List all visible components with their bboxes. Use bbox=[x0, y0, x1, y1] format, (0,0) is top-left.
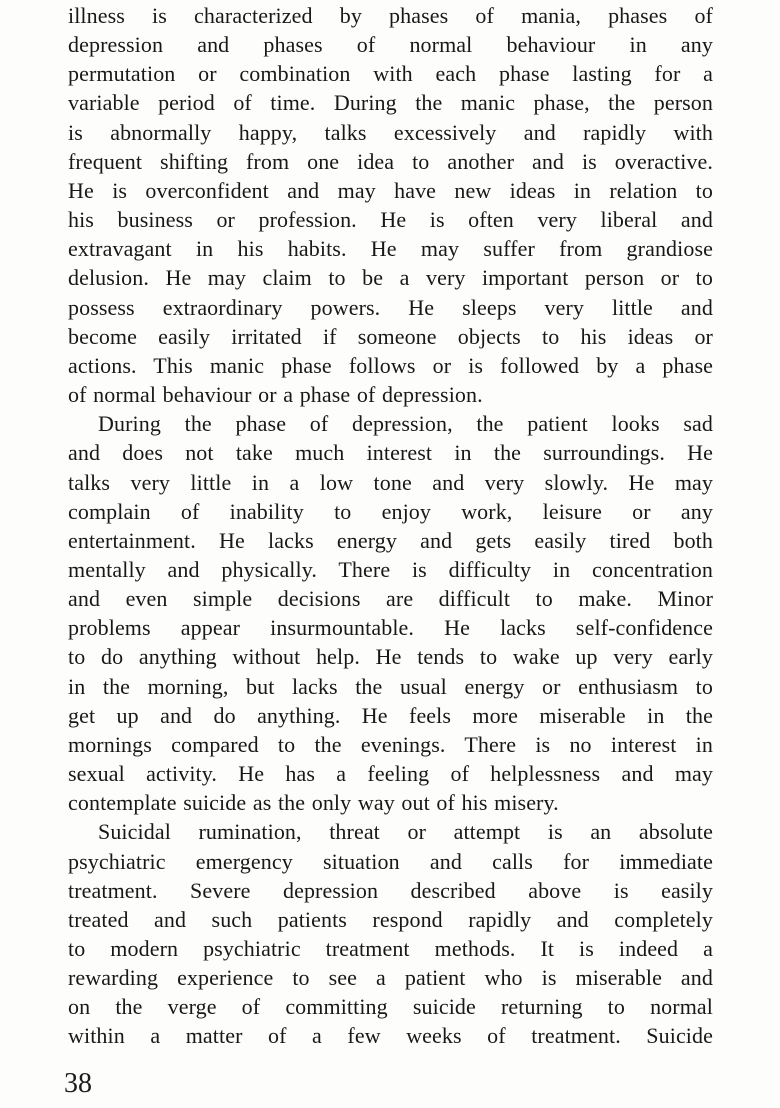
text-line: of normal behaviour or a phase of depression. bbox=[68, 382, 483, 408]
text-line: variable period of time. During the manic phase, the person bbox=[68, 90, 713, 116]
text-line: complain of inability to enjoy work, leisure or any bbox=[68, 498, 713, 524]
text-line: actions. This manic phase follows or is followed by a phase bbox=[68, 352, 713, 378]
text-line: treated and such patients respond rapidly and completely bbox=[68, 906, 713, 932]
text-line: in the morning, but lacks the usual energy or enthusiasm to bbox=[68, 673, 713, 699]
text-line: He is overconfident and may have new ideas in relation to bbox=[68, 177, 713, 203]
text-line: possess extraordinary powers. He sleeps very little and bbox=[68, 294, 713, 320]
text-line: permutation or combination with each phase lasting for a bbox=[68, 61, 713, 87]
page-text bbox=[68, 1, 713, 1051]
text-line: get up and do anything. He feels more miserable in the bbox=[68, 702, 713, 728]
text-line: mornings compared to the evenings. There is no interest in bbox=[68, 731, 713, 757]
text-line: depression and phases of normal behaviour in any bbox=[68, 32, 713, 58]
text-line: delusion. He may claim to be a very important person or to bbox=[68, 265, 713, 291]
text-line: sexual activity. He has a feeling of helplessness and may bbox=[68, 761, 713, 787]
text-line: talks very little in a low tone and very slowly. He may bbox=[68, 469, 713, 495]
paragraph bbox=[68, 1, 713, 409]
paragraph bbox=[68, 409, 713, 817]
text-line: on the verge of committing suicide returning to normal bbox=[68, 994, 713, 1020]
text-line: to do anything without help. He tends to wake up very early bbox=[68, 644, 713, 670]
text-line: rewarding experience to see a patient who is miserable and bbox=[68, 965, 713, 991]
paragraph bbox=[68, 817, 713, 1050]
text-line: his business or profession. He is often very liberal and bbox=[68, 207, 713, 233]
text-line: frequent shifting from one idea to another and is overactive. bbox=[68, 148, 713, 174]
text-line: and does not take much interest in the surroundings. He bbox=[68, 440, 713, 466]
text-line: psychiatric emergency situation and calls for immediate bbox=[68, 848, 713, 874]
text-line: Suicidal rumination, threat or attempt is an absolute bbox=[98, 819, 713, 845]
text-line: is abnormally happy, talks excessively and rapidly with bbox=[68, 119, 713, 145]
text-line: extravagant in his habits. He may suffer from grandiose bbox=[68, 236, 713, 262]
text-line: illness is characterized by phases of mania, phases of bbox=[68, 3, 713, 28]
text-line: and even simple decisions are difficult to make. Minor bbox=[68, 586, 713, 612]
text-line: problems appear insurmountable. He lacks self-confidence bbox=[68, 615, 713, 641]
text-line: During the phase of depression, the patient looks sad bbox=[98, 411, 713, 437]
text-line: to modern psychiatric treatment methods. It is indeed a bbox=[68, 936, 713, 961]
text-line: become easily irritated if someone objects to his ideas or bbox=[68, 323, 713, 349]
text-line: contemplate suicide as the only way out of his misery. bbox=[68, 790, 559, 816]
text-line: entertainment. He lacks energy and gets easily tired both bbox=[68, 527, 713, 553]
text-line: mentally and physically. There is difficulty in concentration bbox=[68, 556, 713, 582]
text-line: within a matter of a few weeks of treatment. Suicide bbox=[68, 1023, 713, 1049]
page-number: 38 bbox=[64, 1068, 92, 1099]
text-line: treatment. Severe depression described above is easily bbox=[68, 877, 713, 903]
